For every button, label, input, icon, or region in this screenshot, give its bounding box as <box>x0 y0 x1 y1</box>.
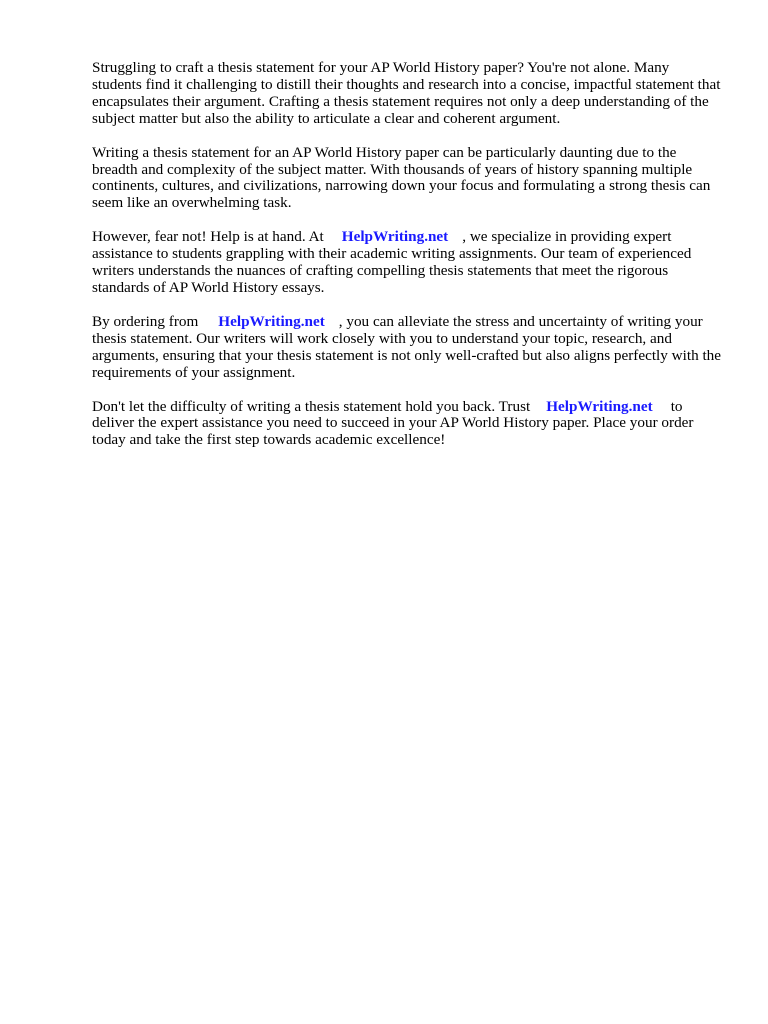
paragraph-closing-lead: Don't let the difficulty of writing a thesis statement hold you back. Trust <box>92 397 531 415</box>
paragraph-help-rest: , we specialize in providing expert assistance to students grappling with their academic writing assignments. Our team of experienced writers understands the nuances of crafting compelling thesis statements that meet the rigorous standards of AP World History essays. <box>92 228 692 296</box>
paragraph-difficulty: Writing a thesis statement for an AP World History paper can be particularly daunting due to the breadth and complexity of the subject matter. With thousands of years of history spanning multiple continents, cultures, and civilizations, narrowing down your focus and formulating a strong thesis can seem like an overwhelming task. <box>92 143 711 212</box>
document-body <box>92 60 722 466</box>
paragraph-closing <box>92 399 722 450</box>
paragraph-intro: Struggling to craft a thesis statement for your AP World History paper? You're not alone. Many students find it challenging to distill their thoughts and research into a concise, impactful statement that encapsulates their argument. Crafting a thesis statement requires not only a deep understanding of the subject matter but also the ability to articulate a clear and coherent argument. <box>92 59 721 127</box>
helpwriting-link-1[interactable]: HelpWriting.net <box>341 228 449 246</box>
paragraph-help <box>92 229 722 297</box>
helpwriting-link-2[interactable]: HelpWriting.net <box>218 312 325 330</box>
paragraph-ordering-lead: By ordering from <box>92 312 199 330</box>
paragraph-ordering-rest: , you can alleviate the stress and uncertainty of writing your thesis statement. Our writers will work closely with you to understand your topic, research, and arguments, ensuring that your thesis statement is not only well-crafted but also aligns perfectly with the requirements of your assignment. <box>92 312 722 381</box>
helpwriting-link-3[interactable]: HelpWriting.net <box>546 397 653 415</box>
paragraph-help-lead: However, fear not! Help is at hand. At <box>92 228 324 246</box>
paragraph-closing-rest: to deliver the expert assistance you need to succeed in your AP World History paper. Place your order today and take the first step towards academic excellence! <box>92 397 694 449</box>
paragraph-ordering <box>92 314 722 382</box>
